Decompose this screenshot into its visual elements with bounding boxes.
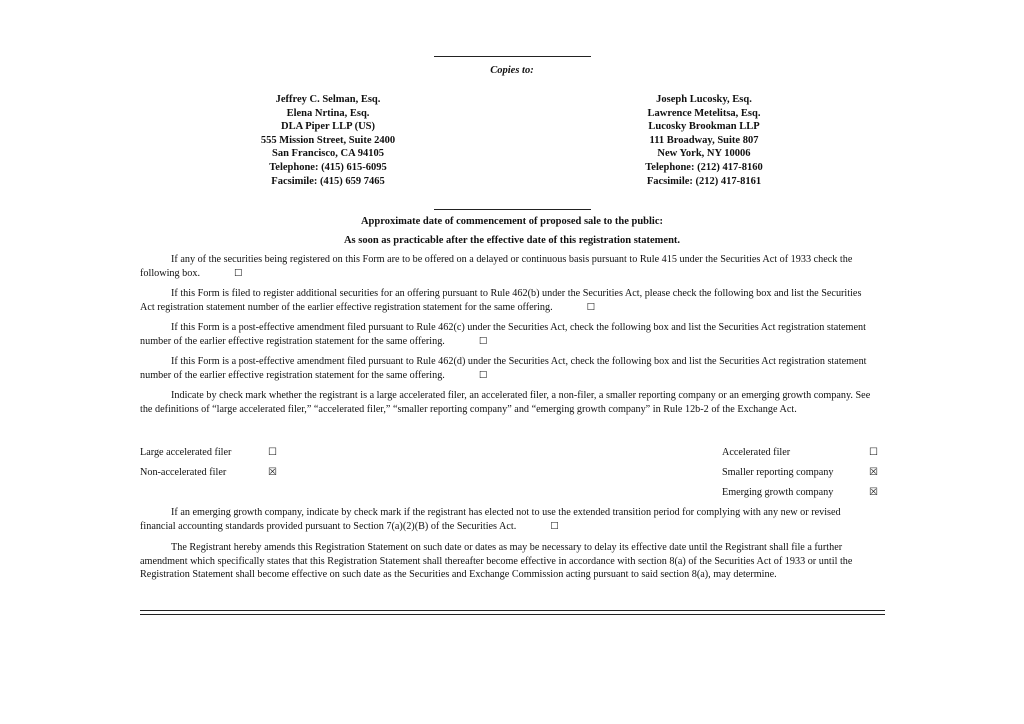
contact-line: Joseph Lucosky, Esq.	[656, 94, 752, 105]
underwriter-counsel-block	[574, 93, 834, 188]
copies-heading: Copies to:	[490, 65, 534, 76]
contact-line: San Francisco, CA 94105	[271, 148, 384, 160]
contact-line: 111 Broadway, Suite 807	[649, 134, 759, 146]
smaller-reporting-company-label: Smaller reporting company	[722, 467, 834, 478]
emerging-growth-company-checkbox[interactable]: ☒	[869, 487, 878, 498]
contact-line: Telephone: (212) 417-8160	[645, 161, 763, 173]
rule-462c-paragraph	[140, 321, 878, 348]
contact-line: Telephone: (415) 615-6095	[269, 161, 387, 173]
contact-line: 555 Mission Street, Suite 2400	[260, 134, 396, 146]
rule-462c-checkbox[interactable]: ☐	[478, 335, 488, 347]
rule-462b-paragraph	[140, 287, 878, 314]
bottom-rule-lower	[140, 614, 885, 615]
large-accelerated-filer-checkbox[interactable]: ☐	[268, 447, 277, 458]
paragraph-text: If an emerging growth company, indicate by check mark if the registrant has elected not to use the extended transition period for complying with any new or revised financial accounting standards provided pursuant to Section 7(a)(2)(B) of the Securities Act.	[140, 507, 841, 532]
accelerated-filer-label: Accelerated filer	[722, 447, 791, 458]
bottom-rule-upper	[140, 610, 885, 611]
rule-462d-checkbox[interactable]: ☐	[478, 369, 488, 381]
smaller-reporting-company-checkbox[interactable]: ☒	[869, 467, 878, 478]
paragraph-text: If any of the securities being registered on this Form are to be offered on a delayed or continuous basis pursuant to Rule 415 under the Securities Act of 1933 check the following box.	[140, 254, 853, 279]
emerging-transition-checkbox[interactable]: ☐	[550, 520, 559, 532]
contact-line: Elena Nrtina, Esq.	[286, 107, 370, 119]
issuer-counsel-block	[198, 93, 458, 188]
rule-415-checkbox[interactable]: ☐	[234, 267, 243, 279]
contact-line: Facsimile: (212) 417-8161	[646, 175, 762, 187]
accelerated-filer-checkbox[interactable]: ☐	[869, 447, 878, 458]
delaying-amendment-paragraph: The Registrant hereby amends this Registration Statement on such date or dates as may be necessary to delay its effective date until the Registrant shall file a further amendment which specifically states that this Registration Statement shall thereafter become effective in accordance with section 8(a) of the Securities Act of 1933 or until the Registration Statement shall become effective on such date as the Securities and Exchange Commission acting pursuant to said section 8(a), may determine.	[140, 542, 853, 581]
rule-462d-paragraph	[140, 355, 878, 382]
approx-date-value: As soon as practicable after the effective date of this registration statement.	[343, 235, 681, 246]
indicate-filer-paragraph: Indicate by check mark whether the registrant is a large accelerated filer, an accelerated filer, a non-filer, a smaller reporting company or an emerging growth company. See the definitions of “large accelerated filer,” “accelerated filer,” “smaller reporting company” and “emerging growth company” in Rule 12b-2 of the Exchange Act.	[140, 390, 871, 415]
non-accelerated-filer-checkbox[interactable]: ☒	[268, 467, 277, 478]
contact-line: Lawrence Metelitsa, Esq.	[647, 107, 761, 119]
paragraph-text: If this Form is a post-effective amendment filed pursuant to Rule 462(d) under the Securities Act, check the following box and list the Securities Act registration statement number of the earlier effective registration statement for the same offering.	[140, 356, 867, 381]
paragraph-text: If this Form is filed to register additional securities for an offering pursuant to Rule 462(b) under the Securities Act, please check the following box and list the Securities Act registration statement number of the earlier effective registration statement for the same offering.	[140, 288, 862, 313]
approx-date-heading: Approximate date of commencement of proposed sale to the public:	[360, 216, 664, 227]
emerging-growth-paragraph	[140, 506, 878, 533]
contact-line: DLA Piper LLP (US)	[280, 121, 376, 133]
contact-line: Jeffrey C. Selman, Esq.	[275, 94, 381, 105]
contact-line: Lucosky Brookman LLP	[648, 121, 760, 133]
large-accelerated-filer-label: Large accelerated filer	[140, 447, 232, 458]
contact-line: Facsimile: (415) 659 7465	[271, 175, 385, 187]
rule-462b-checkbox[interactable]: ☐	[586, 301, 596, 313]
non-accelerated-filer-label: Non-accelerated filer	[140, 467, 227, 478]
emerging-growth-company-label: Emerging growth company	[722, 487, 834, 498]
contact-line: New York, NY 10006	[657, 148, 751, 160]
paragraph-text: If this Form is a post-effective amendment filed pursuant to Rule 462(c) under the Securities Act, check the following box and list the Securities Act registration statement number of the earlier effective registration statement for the same offering.	[140, 322, 866, 347]
middle-divider	[434, 209, 591, 210]
rule-415-paragraph	[140, 253, 878, 280]
top-divider	[434, 56, 591, 57]
